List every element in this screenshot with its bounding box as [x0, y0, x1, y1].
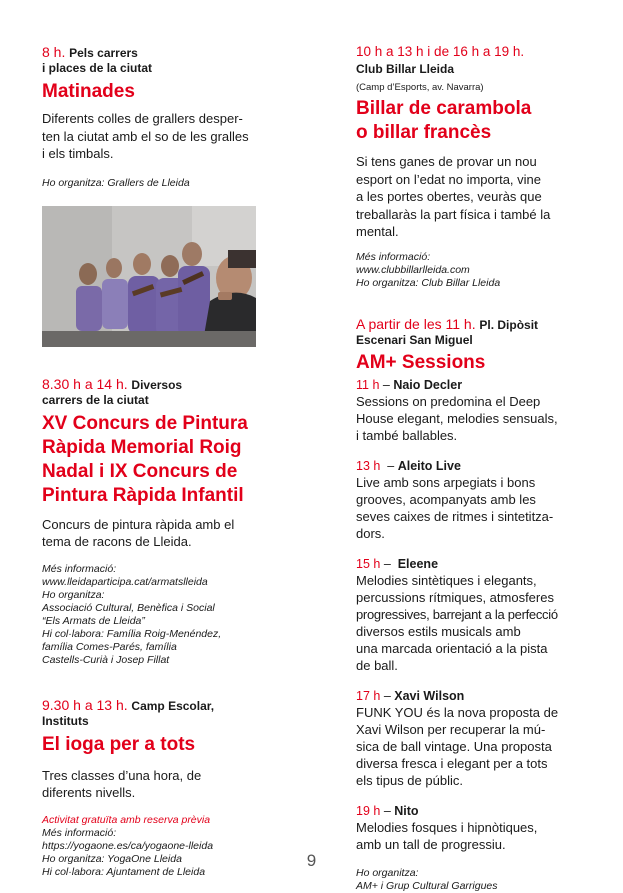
- event-description: Diferents colles de grallers desper- ten la ciutat amb el so de les gralles i els timbals.: [42, 111, 249, 161]
- event-title: XV Concurs de Pintura Ràpida Memorial Roig Nadal i IX Concurs de Pintura Ràpida Infantil: [42, 412, 248, 506]
- event-info: Activitat gratuïta amb reserva prèvia Més informació: https://yogaone.es/ca/yogaone-lleida Ho organitza: YogaOne Lleida Hi col·labora: Ajuntament de Lleida: [42, 814, 264, 879]
- slot-artist: Xavi Wilson: [394, 688, 465, 703]
- event-matinades: [42, 44, 264, 347]
- event-place: carrers de la ciutat: [42, 392, 149, 407]
- event-billar: [356, 44, 584, 290]
- event-time: 8 h.: [42, 44, 66, 60]
- slot-artist: Nito: [394, 803, 419, 818]
- event-place: Escenari San Miguel: [356, 332, 473, 347]
- left-column: [42, 44, 264, 879]
- event-organizer: Ho organitza: AM+ i Grup Cultural Garrigues: [356, 866, 498, 892]
- event-description: Tres classes d’una hora, de diferents nivells.: [42, 767, 202, 800]
- slot-description: FUNK YOU és la nova proposta de Xavi Wilson per recuperar la mú- sica de ball vintage. Una proposta diversa fresca i elegant per a tots els tipus de públic.: [356, 704, 559, 788]
- event-place: Camp Escolar,: [131, 698, 215, 713]
- slot-description: Melodies fosques i hipnòtiques, amb un tall de progressiu.: [356, 819, 538, 852]
- event-time: 8.30 h a 14 h.: [42, 375, 128, 392]
- event-info: Més informació: www.clubbillarlleida.com Ho organitza: Club Billar Lleida: [356, 251, 584, 290]
- event-time: A partir de les 11 h.: [356, 315, 476, 332]
- grallers-photo-illustration: [42, 206, 256, 347]
- event-time: 10 h a 13 h i de 16 h a 19 h.: [356, 44, 525, 59]
- event-place: Instituts: [42, 713, 89, 728]
- reservation-note: Activitat gratuïta amb reserva prèvia: [42, 813, 211, 826]
- grallers-photo: [42, 206, 256, 347]
- right-column: [356, 44, 584, 893]
- event-place: Club Billar Lleida: [356, 62, 455, 76]
- event-title: El ioga per a tots: [42, 733, 196, 755]
- session-slot: 11 h – Naio Decler Sessions on predomina el Deep House elegant, melodies sensuals, i també ballables.: [356, 377, 584, 444]
- event-description: Si tens ganes de provar un nou esport on l’edat no importa, vine a les portes obertes, veuràs que treballaràs la part física i també la mental.: [356, 154, 551, 239]
- event-description: Concurs de pintura ràpida amb el tema de racons de Lleida.: [42, 516, 235, 549]
- event-title: Matinades: [42, 81, 135, 102]
- info-link[interactable]: https://yogaone.es/ca/yogaone-lleida: [42, 839, 214, 852]
- slot-time: 13 h: [356, 458, 381, 473]
- event-time: 9.30 h a 13 h.: [42, 696, 128, 713]
- slot-description: Sessions on predomina el Deep House elegant, melodies sensuals, i també ballables.: [356, 393, 558, 443]
- page-number: 9: [306, 851, 317, 870]
- slot-time: 15 h: [356, 556, 381, 571]
- event-place: Pels carrers: [69, 46, 138, 60]
- event-place: Pl. Dipòsit: [479, 317, 539, 332]
- slot-artist: Eleene: [397, 556, 439, 571]
- event-info: Més informació: www.lleidaparticipa.cat/armatslleida Ho organitza: Associació Cultural, Benèfica i Social “Els Armats de Lleida” Hi col·labora: Família Roig-Menéndez, família Comes-Parés, família Castells-Curià i Josep Fillat: [42, 563, 264, 667]
- event-title: Billar de carambola o billar francès: [356, 98, 532, 143]
- slot-artist: Naio Decler: [393, 377, 463, 392]
- event-concurs-pintura: [42, 376, 264, 667]
- info-link[interactable]: www.clubbillarlleida.com: [356, 263, 470, 276]
- slot-time: 19 h: [356, 803, 381, 818]
- slot-description: Melodies sintètiques i elegants, percussions rítmiques, atmosferes progressives, barrejant a la perfecció diversos estils musicals amb una marcada orientació a la pista de ball.: [356, 572, 558, 673]
- event-place: i places de la ciutat: [42, 61, 153, 75]
- event-place-note: (Camp d’Esports, av. Navarra): [356, 82, 484, 93]
- session-slot: 15 h – Eleene Melodies sintètiques i elegants, percussions rítmiques, atmosferes progressives, barrejant a la perfecció diversos estils musicals amb una marcada orientació a la pista de ball.: [356, 556, 584, 674]
- event-organizer: Ho organitza: Grallers de Lleida: [42, 176, 190, 189]
- session-slot: 19 h – Nito Melodies fosques i hipnòtiques, amb un tall de progressiu.: [356, 803, 584, 853]
- info-link[interactable]: www.lleidaparticipa.cat/armatslleida: [42, 575, 208, 588]
- session-slot: 17 h – Xavi Wilson FUNK YOU és la nova proposta de Xavi Wilson per recuperar la mú- sica de ball vintage. Una proposta diversa fresca i elegant per a tots els tipus de públic.: [356, 688, 584, 789]
- event-am-sessions: [356, 316, 584, 893]
- event-title: AM+ Sessions: [356, 351, 486, 373]
- slot-description: Live amb sons arpegiats i bons grooves, acompanyats amb les seves caixes de ritmes i sintetitza- dors.: [356, 474, 554, 541]
- slot-artist: Aleito Live: [397, 458, 461, 473]
- slot-time: 11 h: [356, 377, 380, 392]
- event-place: Diversos: [131, 377, 183, 392]
- slot-time: 17 h: [356, 688, 381, 703]
- session-slot: 13 h – Aleito Live Live amb sons arpegiats i bons grooves, acompanyats amb les seves caixes de ritmes i sintetitza- dors.: [356, 458, 584, 542]
